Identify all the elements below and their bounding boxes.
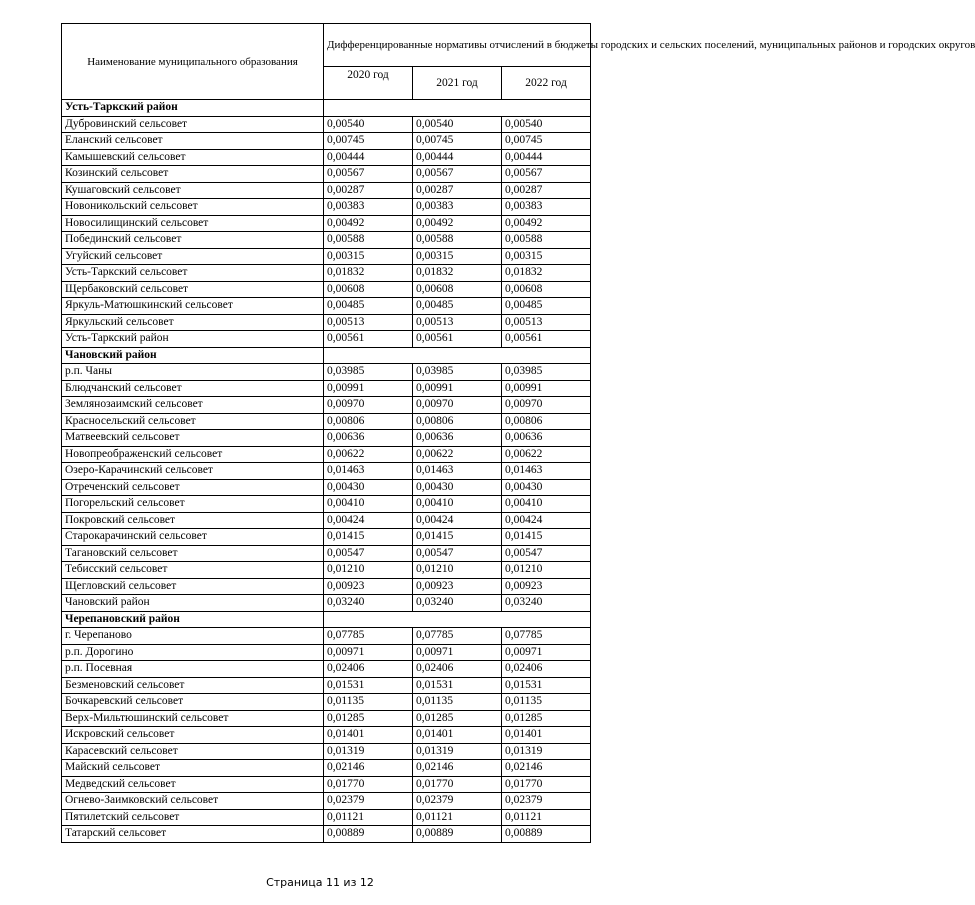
table-row [62, 463, 591, 480]
norm-value: 0,00991 [324, 380, 413, 397]
section-empty-cell [324, 100, 591, 117]
municipality-name: Пятилетский сельсовет [62, 809, 324, 826]
norm-value: 0,02379 [324, 793, 413, 810]
norm-value: 0,00991 [413, 380, 502, 397]
table-row [62, 182, 591, 199]
municipality-name: Побединский сельсовет [62, 232, 324, 249]
municipality-name: Красносельский сельсовет [62, 413, 324, 430]
table-row [62, 710, 591, 727]
norm-value: 0,01121 [413, 809, 502, 826]
norm-value: 0,00806 [413, 413, 502, 430]
norm-value: 0,00540 [413, 116, 502, 133]
norm-value: 0,03240 [413, 595, 502, 612]
municipality-name: Новосилищинский сельсовет [62, 215, 324, 232]
norm-value: 0,00970 [502, 397, 591, 414]
municipality-name: Усть-Таркский сельсовет [62, 265, 324, 282]
norm-value: 0,00444 [413, 149, 502, 166]
norm-value: 0,01415 [502, 529, 591, 546]
norm-value: 0,07785 [413, 628, 502, 645]
table-row [62, 149, 591, 166]
municipality-name: Бочкаревский сельсовет [62, 694, 324, 711]
norm-value: 0,01401 [502, 727, 591, 744]
table-row [62, 281, 591, 298]
table-row [62, 793, 591, 810]
table-row [62, 397, 591, 414]
norm-value: 0,02406 [502, 661, 591, 678]
norm-value: 0,00923 [324, 578, 413, 595]
municipality-name: Тагановский сельсовет [62, 545, 324, 562]
norm-value: 0,01463 [502, 463, 591, 480]
table-row [62, 545, 591, 562]
norm-value: 0,00588 [413, 232, 502, 249]
norm-value: 0,00636 [502, 430, 591, 447]
table-row [62, 199, 591, 216]
norm-value: 0,01210 [324, 562, 413, 579]
municipality-name: г. Черепаново [62, 628, 324, 645]
norm-value: 0,01319 [413, 743, 502, 760]
norm-value: 0,00315 [324, 248, 413, 265]
norm-value: 0,00424 [502, 512, 591, 529]
norm-value: 0,02146 [324, 760, 413, 777]
norm-value: 0,00492 [502, 215, 591, 232]
norm-value: 0,00970 [324, 397, 413, 414]
norm-value: 0,00513 [502, 314, 591, 331]
norm-value: 0,00513 [413, 314, 502, 331]
year-header-2020: 2020 год [324, 67, 413, 100]
norm-value: 0,01121 [502, 809, 591, 826]
municipality-name: Отреченский сельсовет [62, 479, 324, 496]
municipality-name: Старокарачинский сельсовет [62, 529, 324, 546]
municipality-name: Матвеевский сельсовет [62, 430, 324, 447]
table-row [62, 562, 591, 579]
norm-value: 0,03985 [413, 364, 502, 381]
norm-value: 0,01135 [413, 694, 502, 711]
norm-value: 0,01832 [324, 265, 413, 282]
table-row [62, 578, 591, 595]
norm-value: 0,01832 [413, 265, 502, 282]
municipality-name: Дубровинский сельсовет [62, 116, 324, 133]
norm-value: 0,00588 [502, 232, 591, 249]
table-row [62, 248, 591, 265]
table-row [62, 380, 591, 397]
norm-value: 0,00622 [324, 446, 413, 463]
municipality-name: Карасевский сельсовет [62, 743, 324, 760]
norm-value: 0,01531 [502, 677, 591, 694]
norm-value: 0,02379 [413, 793, 502, 810]
table-row [62, 479, 591, 496]
norm-value: 0,00410 [502, 496, 591, 513]
table-row [62, 232, 591, 249]
norm-value: 0,00287 [324, 182, 413, 199]
name-column-header: Наименование муниципального образования [62, 24, 324, 100]
norm-value: 0,01531 [324, 677, 413, 694]
norm-value: 0,00492 [413, 215, 502, 232]
norm-value: 0,00889 [324, 826, 413, 843]
norm-value: 0,01415 [413, 529, 502, 546]
norm-value: 0,00430 [502, 479, 591, 496]
norm-value: 0,02146 [413, 760, 502, 777]
municipality-name: Щегловский сельсовет [62, 578, 324, 595]
norm-value: 0,00492 [324, 215, 413, 232]
norm-value: 0,00622 [413, 446, 502, 463]
norm-value: 0,00485 [413, 298, 502, 315]
norms-table [61, 23, 975, 843]
municipality-name: Покровский сельсовет [62, 512, 324, 529]
table-row [62, 446, 591, 463]
table-row [62, 215, 591, 232]
municipality-name: Безменовский сельсовет [62, 677, 324, 694]
norm-value: 0,00588 [324, 232, 413, 249]
municipality-name: Блюдчанский сельсовет [62, 380, 324, 397]
table-row [62, 298, 591, 315]
table-row [62, 496, 591, 513]
table-header [62, 24, 975, 100]
norm-value: 0,00567 [413, 166, 502, 183]
norm-value: 0,00806 [502, 413, 591, 430]
municipality-name: Огнево-Заимковский сельсовет [62, 793, 324, 810]
section-empty-cell [324, 611, 591, 628]
norm-value: 0,00424 [324, 512, 413, 529]
municipality-name: Татарский сельсовет [62, 826, 324, 843]
section-header-row [62, 611, 591, 628]
norm-value: 0,07785 [502, 628, 591, 645]
norm-value: 0,00971 [502, 644, 591, 661]
table-row [62, 809, 591, 826]
norm-value: 0,02406 [413, 661, 502, 678]
norm-value: 0,00444 [324, 149, 413, 166]
norm-value: 0,00547 [324, 545, 413, 562]
norm-value: 0,02379 [502, 793, 591, 810]
section-header-row [62, 100, 591, 117]
table-row [62, 628, 591, 645]
table-row [62, 413, 591, 430]
norm-value: 0,00287 [502, 182, 591, 199]
municipality-name: Тебисский сельсовет [62, 562, 324, 579]
norm-value: 0,00971 [324, 644, 413, 661]
table-row [62, 776, 591, 793]
norm-value: 0,00540 [324, 116, 413, 133]
norm-value: 0,00547 [502, 545, 591, 562]
norm-value: 0,01319 [324, 743, 413, 760]
table-row [62, 265, 591, 282]
norm-value: 0,00636 [324, 430, 413, 447]
table-row [62, 644, 591, 661]
norm-value: 0,00410 [413, 496, 502, 513]
norm-value: 0,00889 [413, 826, 502, 843]
norm-value: 0,01285 [502, 710, 591, 727]
norm-value: 0,00970 [413, 397, 502, 414]
norm-value: 0,00540 [502, 116, 591, 133]
norm-value: 0,02146 [502, 760, 591, 777]
table-row [62, 826, 591, 843]
norm-value: 0,00485 [502, 298, 591, 315]
table-row [62, 512, 591, 529]
norm-value: 0,01210 [413, 562, 502, 579]
municipality-name: Озеро-Карачинский сельсовет [62, 463, 324, 480]
norm-value: 0,00513 [324, 314, 413, 331]
norm-value: 0,00547 [413, 545, 502, 562]
norm-value: 0,00430 [413, 479, 502, 496]
norm-value: 0,01770 [413, 776, 502, 793]
norm-value: 0,00608 [502, 281, 591, 298]
norm-value: 0,00991 [502, 380, 591, 397]
norm-value: 0,03240 [502, 595, 591, 612]
year-header-2021: 2021 год [413, 67, 502, 100]
norm-value: 0,00567 [502, 166, 591, 183]
norm-value: 0,00287 [413, 182, 502, 199]
norm-value: 0,00561 [413, 331, 502, 348]
norm-value: 0,01770 [502, 776, 591, 793]
norm-value: 0,03240 [324, 595, 413, 612]
norm-value: 0,01770 [324, 776, 413, 793]
municipality-name: Яркульский сельсовет [62, 314, 324, 331]
norm-value: 0,03985 [324, 364, 413, 381]
norm-value: 0,00315 [502, 248, 591, 265]
norm-value: 0,00315 [413, 248, 502, 265]
table-row [62, 529, 591, 546]
norm-value: 0,00806 [324, 413, 413, 430]
municipality-name: Искровский сельсовет [62, 727, 324, 744]
section-empty-cell [324, 347, 591, 364]
municipality-name: Козинский сельсовет [62, 166, 324, 183]
table-row [62, 743, 591, 760]
table-body [62, 100, 591, 843]
norm-value: 0,00622 [502, 446, 591, 463]
table-row [62, 727, 591, 744]
municipality-name: Угуйский сельсовет [62, 248, 324, 265]
municipality-name: Погорельский сельсовет [62, 496, 324, 513]
table-row [62, 166, 591, 183]
norm-value: 0,00383 [324, 199, 413, 216]
municipality-name: Щербаковский сельсовет [62, 281, 324, 298]
norm-value: 0,01319 [502, 743, 591, 760]
norm-value: 0,00485 [324, 298, 413, 315]
norm-value: 0,01121 [324, 809, 413, 826]
municipality-name: Яркуль-Матюшкинский сельсовет [62, 298, 324, 315]
section-title: Черепановский район [62, 611, 324, 628]
municipality-name: р.п. Чаны [62, 364, 324, 381]
municipality-name: Новопреображенский сельсовет [62, 446, 324, 463]
norm-value: 0,00923 [413, 578, 502, 595]
norm-value: 0,01832 [502, 265, 591, 282]
norm-value: 0,00923 [502, 578, 591, 595]
municipality-name: Кушаговский сельсовет [62, 182, 324, 199]
norm-value: 0,02406 [324, 661, 413, 678]
norm-value: 0,01531 [413, 677, 502, 694]
norm-value: 0,00444 [502, 149, 591, 166]
municipality-name: Камышевский сельсовет [62, 149, 324, 166]
norm-value: 0,00608 [324, 281, 413, 298]
norm-value: 0,00889 [502, 826, 591, 843]
municipality-name: Усть-Таркский район [62, 331, 324, 348]
norm-value: 0,00410 [324, 496, 413, 513]
norm-value: 0,01401 [324, 727, 413, 744]
municipality-name: Майский сельсовет [62, 760, 324, 777]
norm-value: 0,00424 [413, 512, 502, 529]
table-row [62, 760, 591, 777]
table-row [62, 661, 591, 678]
norm-value: 0,00745 [324, 133, 413, 150]
municipality-name: р.п. Дорогино [62, 644, 324, 661]
municipality-name: Землянозаимский сельсовет [62, 397, 324, 414]
norm-value: 0,00561 [324, 331, 413, 348]
municipality-name: Чановский район [62, 595, 324, 612]
norm-value: 0,01135 [324, 694, 413, 711]
section-header-row [62, 347, 591, 364]
table-row [62, 364, 591, 381]
norm-value: 0,00636 [413, 430, 502, 447]
table-row [62, 116, 591, 133]
norm-value: 0,07785 [324, 628, 413, 645]
norm-value: 0,00567 [324, 166, 413, 183]
table-row [62, 677, 591, 694]
norm-value: 0,01463 [413, 463, 502, 480]
section-title: Чановский район [62, 347, 324, 364]
norms-column-header: Дифференцированные нормативы отчислений в бюджеты городских и сельских поселений, муниципальных районов и городских округов [324, 24, 591, 67]
year-header-2022: 2022 год [502, 67, 591, 100]
table-row [62, 133, 591, 150]
norm-value: 0,01285 [413, 710, 502, 727]
norm-value: 0,00383 [413, 199, 502, 216]
section-title: Усть-Таркский район [62, 100, 324, 117]
norm-value: 0,01415 [324, 529, 413, 546]
page-number: Страница 11 из 12 [266, 876, 374, 889]
norm-value: 0,00430 [324, 479, 413, 496]
norm-value: 0,00971 [413, 644, 502, 661]
municipality-name: Верх-Мильтюшинский сельсовет [62, 710, 324, 727]
municipality-name: р.п. Посевная [62, 661, 324, 678]
norm-value: 0,00383 [502, 199, 591, 216]
table-row [62, 694, 591, 711]
norm-value: 0,01463 [324, 463, 413, 480]
norm-value: 0,00561 [502, 331, 591, 348]
norm-value: 0,00608 [413, 281, 502, 298]
municipality-name: Новоникольский сельсовет [62, 199, 324, 216]
norm-value: 0,00745 [502, 133, 591, 150]
norm-value: 0,01135 [502, 694, 591, 711]
table-row [62, 430, 591, 447]
norm-value: 0,03985 [502, 364, 591, 381]
table-row [62, 595, 591, 612]
table-row [62, 331, 591, 348]
table-row [62, 314, 591, 331]
norm-value: 0,01401 [413, 727, 502, 744]
municipality-name: Еланский сельсовет [62, 133, 324, 150]
municipality-name: Медведский сельсовет [62, 776, 324, 793]
norm-value: 0,00745 [413, 133, 502, 150]
norm-value: 0,01285 [324, 710, 413, 727]
norm-value: 0,01210 [502, 562, 591, 579]
